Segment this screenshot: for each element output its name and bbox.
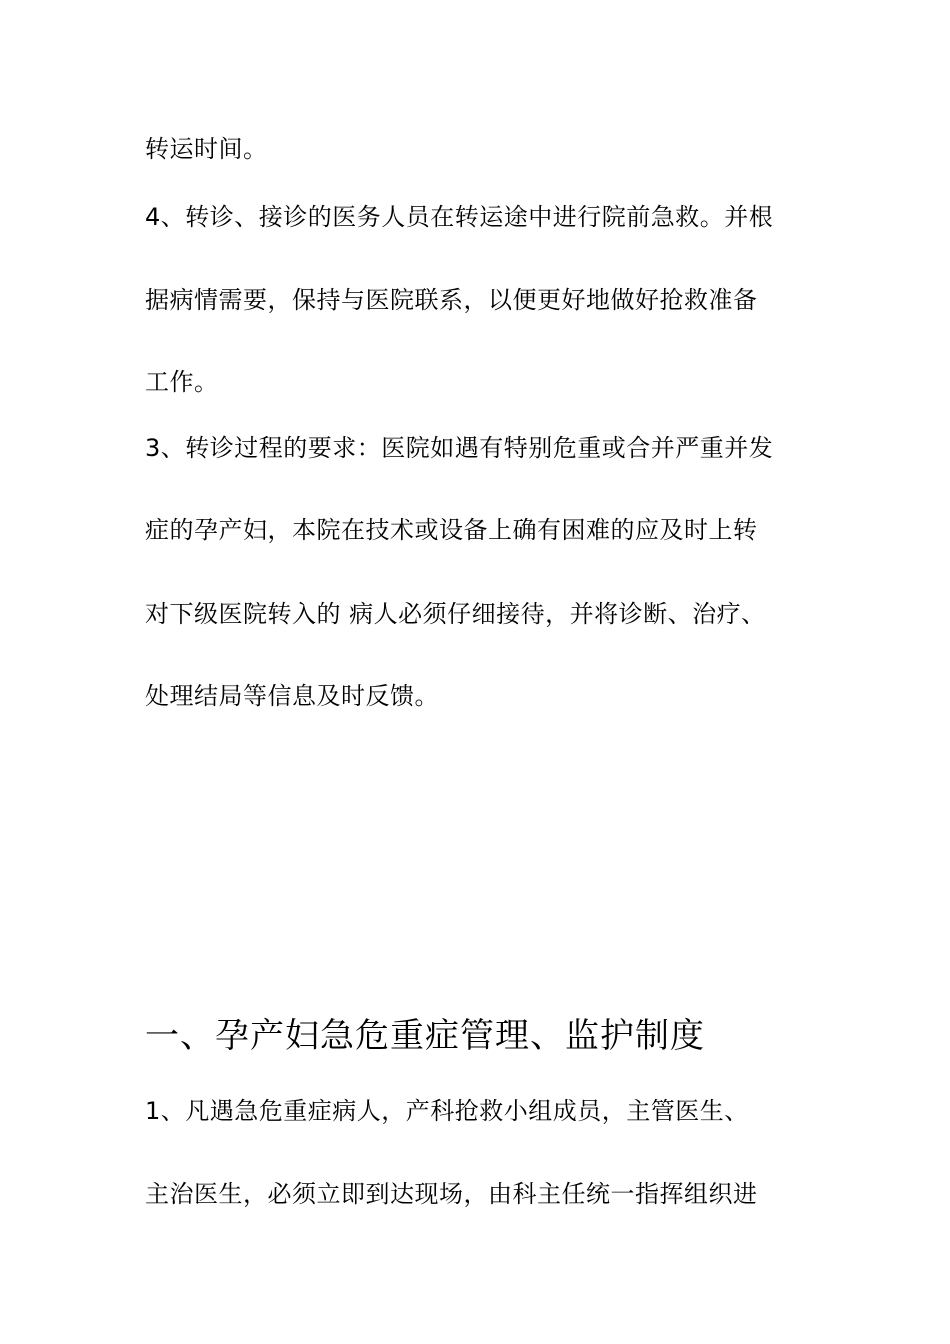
paragraph-line: 主治医生，必须立即到达现场，由科主任统一指挥组织进 (145, 1180, 758, 1208)
section-heading: 一、孕产妇急危重症管理、监护制度 (145, 1016, 705, 1056)
paragraph-line: 4、转诊、接诊的医务人员在转运途中进行院前急救。并根 (145, 203, 774, 231)
paragraph-line: 据病情需要，保持与医院联系，以便更好地做好抢救准备 (145, 286, 758, 314)
paragraph-line: 3、转诊过程的要求：医院如遇有特别危重或合并严重并发 (145, 434, 774, 462)
paragraph-line: 处理结局等信息及时反馈。 (145, 682, 439, 710)
paragraph-line: 转运时间。 (145, 135, 268, 163)
paragraph-line: 症的孕产妇，本院在技术或设备上确有困难的应及时上转 (145, 516, 758, 544)
paragraph-line: 对下级医院转入的 病人必须仔细接待，并将诊断、治疗、 (145, 600, 766, 628)
paragraph-line: 1、凡遇急危重症病人，产科抢救小组成员，主管医生、 (145, 1097, 749, 1125)
paragraph-line: 工作。 (145, 368, 219, 396)
